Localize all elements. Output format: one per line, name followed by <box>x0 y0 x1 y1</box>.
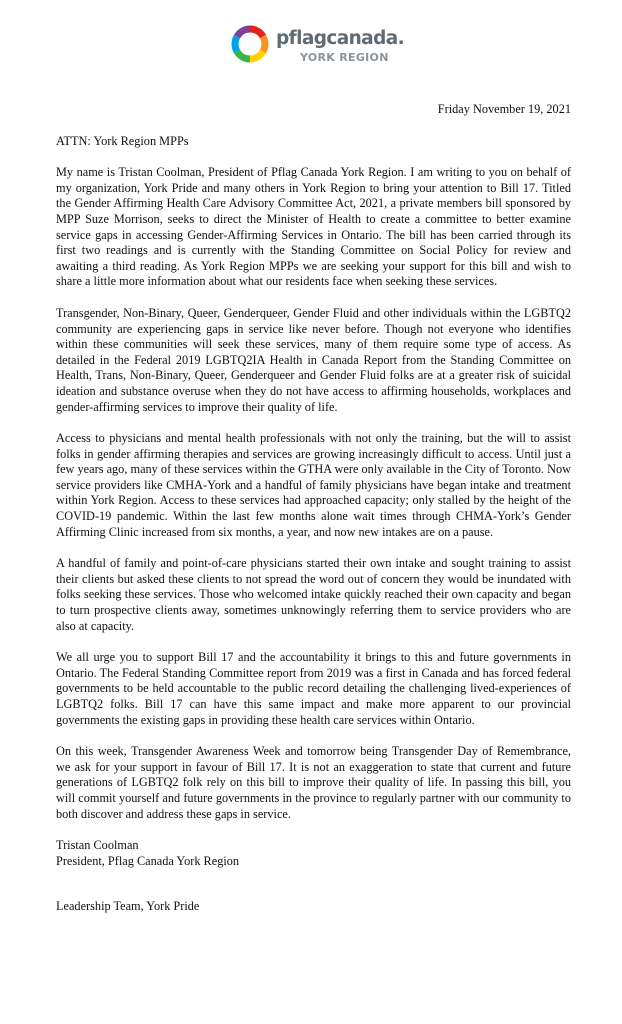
letter-paragraph: On this week, Transgender Awareness Week and tomorrow being Transgender Day of Remembrance, we ask for your support in favour of Bill 17. It is not an exaggeration to state that current and future generations of LGBTQ2 folk rely on this bill to improve their quality of life. In passing this bill, you will commit yourself and future governments in the province to regularly partner with our community to both discover and address these gaps in service. <box>56 744 571 821</box>
signature-title: President, Pflag Canada York Region <box>56 853 240 868</box>
signature-space <box>56 869 571 899</box>
letter-attention: ATTN: York Region MPPs <box>56 133 189 148</box>
letter-paragraph: Transgender, Non-Binary, Queer, Genderqueer, Gender Fluid and other individuals within the LGBTQ2 community are experiencing gaps in service like never before. Though not everyone who identifies within these communities will seek these services, many of them require some type of access. As detailed in the Federal 2019 LGBTQ2IA Health in Canada Report from the Standing Committee on Health, Trans, Non-Binary, Queer, Genderqueer and Gender Fluid folks are at a greater risk of suicidal ideation and substance overuse when they do not have access to affirming households, workplaces and gender-affirming services to improve their quality of life. <box>56 305 571 414</box>
pflag-logo <box>230 24 405 68</box>
letter-paragraph: We all urge you to support Bill 17 and the accountability it brings to this and future governments in Ontario. The Federal Standing Committee report from 2019 was a first in Canada and has forced federal governments to be held accountable to the public record detailing the challenging lived-experiences of LGBTQ2 folks. Bill 17 can have this same impact and make more apparent to our provincial governments the existing gaps in providing these health care services within Ontario. <box>56 650 571 727</box>
letter-paragraph: A handful of family and point-of-care physicians started their own intake and sought training to assist their clients but asked these clients to not spread the word out of concern they would be inundated with folks seeking these services. Those who welcomed intake quickly reached their own capacity and began to turn prospective clients away, sometimes unknowingly referring them to service providers who are also at capacity. <box>56 556 571 633</box>
signature-name: Tristan Coolman <box>56 838 139 853</box>
letter-paragraph: Access to physicians and mental health professionals with not only the training, but the will to assist folks in gender affirming therapies and services are growing increasingly difficult to access. Until just a few years ago, many of these services within the GTHA were only available in the City of Toronto. Now service providers like CMHA-York and a handful of family physicians have began intake and treatment within York Region. Access to these services had approached capacity; only stalled by the height of the COVID-19 pandemic. Within the last few months alone wait times through CHMA-York’s Gender Affirming Clinic increased from six months, a year, and now new intakes are on a pause. <box>56 431 571 539</box>
rainbow-ring-icon <box>230 24 270 64</box>
letter-body <box>56 102 571 915</box>
letter-paragraph: My name is Tristan Coolman, President of Pflag Canada York Region. I am writing to you on behalf of my organization, York Pride and many others in York Region to bring your attention to Bill 17. Titled the Gender Affirming Health Care Advisory Committee Act, 2021, a private members bill sponsored by MPP Suze Morrison, seeks to direct the Minister of Health to create a committee to better examine service gaps in accessing Gender-Affirming Services in Ontario. The bill has been carried through its first two readings and is currently with the Standing Committee on Social Policy for review and awaiting a third reading. As York Region MPPs we are seeking your support for this bill and wish to share a little more information about what our residents face when seeking these services. <box>56 165 571 289</box>
cosigner-line: Leadership Team, York Pride <box>56 899 200 914</box>
logo-wordmark: pflagcanada. <box>276 28 405 49</box>
letter-date: Friday November 19, 2021 <box>437 102 571 116</box>
logo-region: YORK REGION <box>300 51 389 64</box>
